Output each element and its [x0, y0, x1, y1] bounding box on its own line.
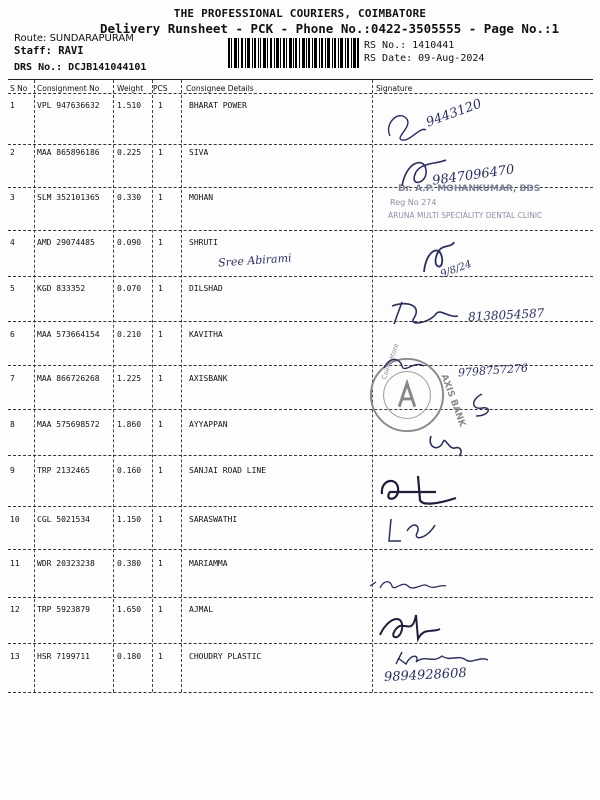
row-consignee: KAVITHA [189, 330, 223, 339]
row-sno: 8 [10, 420, 15, 429]
row-pcs: 1 [158, 515, 163, 524]
signature-phone: 8138054587 [467, 306, 545, 324]
col-divider [181, 80, 182, 692]
col-header-pcs: PCS [153, 84, 168, 93]
row-consignment: CGL 5021534 [37, 515, 90, 524]
row-sno: 4 [10, 238, 15, 247]
row-weight: 0.210 [117, 330, 142, 339]
row-sno: 9 [10, 466, 15, 475]
handwritten-note: Sree Abirami [217, 251, 292, 270]
row-consignee: SIVA [189, 148, 209, 157]
row-consignment: SLM 352101365 [37, 193, 100, 202]
rs-number: RS No.: 1410441 [364, 40, 455, 51]
row-divider [8, 276, 593, 277]
row-consignment: MAA 575698572 [37, 420, 100, 429]
bank-seal-text: AXIS BANK [438, 373, 467, 429]
row-weight: 0.225 [117, 148, 142, 157]
signature-row-7 [380, 352, 440, 378]
row-consignee: AJMAL [189, 605, 214, 614]
row-sno: 5 [10, 284, 15, 293]
row-pcs: 1 [158, 330, 163, 339]
col-divider [113, 80, 114, 692]
row-weight: 0.180 [117, 652, 142, 661]
row-sno: 13 [10, 652, 20, 661]
row-sno: 2 [10, 148, 15, 157]
row-consignment: MAA 573664154 [37, 330, 100, 339]
row-consignment: MAA 866726268 [37, 374, 100, 383]
rs-date: RS Date: 09-Aug-2024 [364, 53, 485, 64]
col-header-weight: Weight [117, 84, 144, 93]
row-weight: 0.330 [117, 193, 142, 202]
row-sno: 7 [10, 374, 15, 383]
row-weight: 0.090 [117, 238, 142, 247]
signature-phone: 9847096470 [431, 162, 516, 189]
row-sno: 3 [10, 193, 15, 202]
row-consignee: SHRUTI [189, 238, 218, 247]
col-header-consignee: Consignee Details [186, 84, 254, 93]
row-weight: 0.160 [117, 466, 142, 475]
row-consignee: AYYAPPAN [189, 420, 228, 429]
signature-row-12 [376, 607, 446, 647]
col-divider [34, 80, 35, 692]
signature-phone: 9443120 [424, 96, 484, 131]
row-pcs: 1 [158, 559, 163, 568]
row-consignment: VPL 947636632 [37, 101, 100, 110]
row-pcs: 1 [158, 466, 163, 475]
row-sno: 10 [10, 515, 20, 524]
row-pcs: 1 [158, 101, 163, 110]
row-pcs: 1 [158, 605, 163, 614]
col-header-sno: S No [10, 84, 28, 93]
row-consignee: BHARAT POWER [189, 101, 247, 110]
signature-row-5 [388, 296, 468, 332]
row-weight: 1.225 [117, 374, 142, 383]
signature-phone: 9798757276 [457, 361, 529, 380]
row-consignee: AXISBANK [189, 374, 228, 383]
doctor-rubber-stamp: Dr. A.P. MOHANKUMAR, BDS Reg No 274 ARUNA MULTI SPECIALITY DENTAL CLINIC [388, 184, 543, 220]
signature-row-9 [376, 470, 466, 510]
row-sno: 11 [10, 559, 20, 568]
col-header-consignment: Consignment No [37, 84, 100, 93]
signature-phone: 9894928608 [383, 665, 468, 686]
row-pcs: 1 [158, 374, 163, 383]
row-weight: 0.380 [117, 559, 142, 568]
row-pcs: 1 [158, 193, 163, 202]
table-top-rule [8, 79, 593, 80]
company-title: THE PROFESSIONAL COURIERS, COIMBATORE [173, 7, 427, 20]
signature-date: 9/8/24 [439, 258, 474, 281]
row-pcs: 1 [158, 652, 163, 661]
row-weight: 1.860 [117, 420, 142, 429]
row-pcs: 1 [158, 420, 163, 429]
row-consignment: HSR 7199711 [37, 652, 90, 661]
row-weight: 1.650 [117, 605, 142, 614]
drs-number: DRS No.: DCJB141044101 [14, 62, 147, 73]
row-divider [8, 409, 593, 410]
runsheet-title: Delivery Runsheet - PCK - Phone No.:0422-3505555 - Page No.:1 [100, 21, 560, 36]
row-sno: 1 [10, 101, 15, 110]
row-divider [8, 506, 593, 507]
row-consignment: WDR 20323238 [37, 559, 95, 568]
row-consignee: MARIAMMA [189, 559, 228, 568]
row-pcs: 1 [158, 284, 163, 293]
row-divider [8, 643, 593, 644]
row-consignment: KGD 833352 [37, 284, 86, 293]
row-divider [8, 549, 593, 550]
row-consignee: SANJAI ROAD LINE [189, 466, 267, 475]
col-divider [152, 80, 153, 692]
signature-row-8 [425, 428, 469, 458]
row-divider [8, 144, 593, 145]
row-weight: 1.510 [117, 101, 142, 110]
row-consignment: AMD 29074485 [37, 238, 95, 247]
route-label: Route: SUNDARAPURAM [14, 33, 134, 44]
signature-row-10 [383, 515, 443, 547]
row-sno: 12 [10, 605, 20, 614]
row-sno: 6 [10, 330, 15, 339]
signature-row-11 [368, 572, 452, 594]
row-consignment: MAA 865896186 [37, 148, 100, 157]
row-consignee: DILSHAD [189, 284, 223, 293]
row-pcs: 1 [158, 238, 163, 247]
row-weight: 0.070 [117, 284, 142, 293]
row-divider [8, 455, 593, 456]
row-consignment: TRP 5923879 [37, 605, 90, 614]
staff-label: Staff: RAVI [14, 45, 84, 57]
col-header-signature: Signature [376, 84, 413, 93]
row-consignee: MOHAN [189, 193, 214, 202]
row-consignment: TRP 2132465 [37, 466, 90, 475]
table-bottom-rule [8, 692, 593, 693]
header-bottom-rule [8, 93, 593, 94]
bank-seal-place: Coimbatore [380, 342, 401, 381]
row-consignee: SARASWATHI [189, 515, 238, 524]
row-weight: 1.150 [117, 515, 142, 524]
signature-row-7-mark [462, 390, 502, 420]
row-consignee: CHOUDRY PLASTIC [189, 652, 262, 661]
row-pcs: 1 [158, 148, 163, 157]
barcode-image [228, 38, 360, 68]
row-divider [8, 597, 593, 598]
